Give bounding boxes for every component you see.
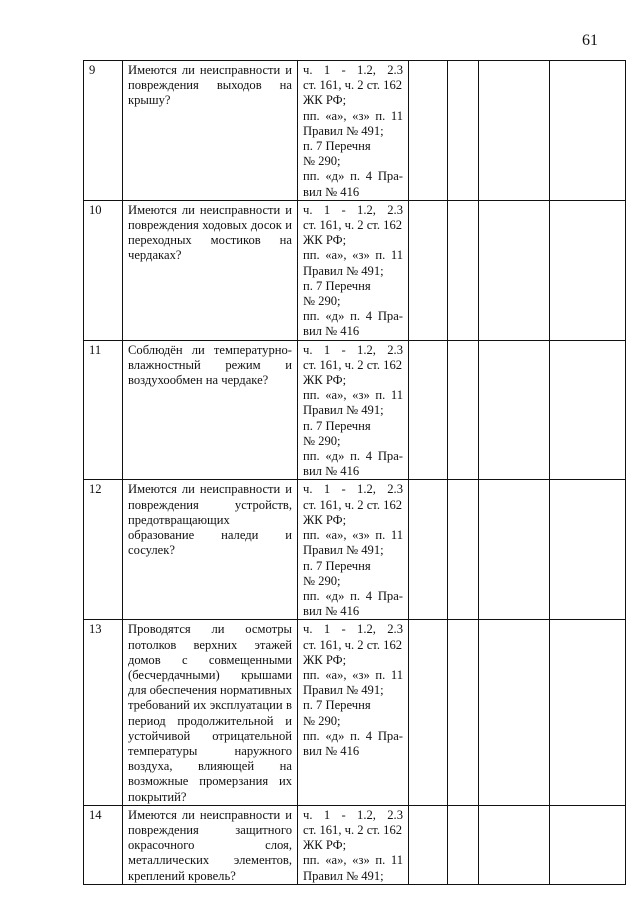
answer-cell-1 (409, 61, 448, 201)
reference-line: ЖК РФ; (303, 233, 347, 248)
reference-line: ст. 161, ч. 2 ст. 162 (303, 357, 403, 372)
answer-cell-2 (448, 340, 479, 480)
row-number: 12 (84, 480, 123, 620)
reference-line: № 290; (303, 713, 341, 728)
answer-cell-4 (550, 200, 626, 340)
legal-reference (298, 340, 409, 480)
reference-line: ст. 161, ч. 2 ст. 162 (303, 218, 403, 233)
reference-line: п. 7 Перечня (303, 139, 371, 154)
answer-cell-3 (479, 620, 550, 805)
checklist-body (84, 61, 626, 885)
answer-cell-1 (409, 620, 448, 805)
row-number: 10 (84, 200, 123, 340)
answer-cell-3 (479, 480, 550, 620)
reference-line: ЖК РФ; (303, 652, 347, 667)
row-number: 11 (84, 340, 123, 480)
reference-line: п. 7 Перечня (303, 698, 371, 713)
table-row (84, 61, 626, 201)
page-number: 61 (582, 32, 598, 49)
answer-cell-2 (448, 805, 479, 884)
question-text: Имеются ли неисправности и повреждения выходов на крышу? (123, 61, 298, 201)
table-row (84, 480, 626, 620)
question-text: Имеются ли неисправности и повреждения защитного окрасочного слоя, металлических элементов, креплений кровель? (123, 805, 298, 884)
answer-cell-4 (550, 340, 626, 480)
answer-cell-1 (409, 805, 448, 884)
answer-cell-3 (479, 200, 550, 340)
answer-cell-4 (550, 805, 626, 884)
reference-line: Правил № 491; (303, 868, 384, 883)
reference-line: п. 7 Перечня (303, 418, 371, 433)
legal-reference (298, 61, 409, 201)
answer-cell-3 (479, 805, 550, 884)
answer-cell-4 (550, 620, 626, 805)
reference-line: пп. «а», «з» п. 11 (303, 248, 403, 263)
answer-cell-2 (448, 620, 479, 805)
reference-line: п. 7 Перечня (303, 278, 371, 293)
table-row (84, 340, 626, 480)
reference-line: Правил № 491; (303, 543, 384, 558)
reference-line: ч. 1 - 1.2, 2.3 (303, 63, 403, 77)
legal-reference (298, 620, 409, 805)
legal-reference (298, 480, 409, 620)
reference-line: Правил № 491; (303, 263, 384, 278)
legal-reference (298, 805, 409, 884)
question-text: Имеются ли неисправности и повреждения ходовых досок и переходных мостиков на чердаках? (123, 200, 298, 340)
reference-line: Правил № 491; (303, 123, 384, 138)
answer-cell-3 (479, 340, 550, 480)
reference-line: вил № 416 (303, 324, 360, 339)
reference-line: Правил № 491; (303, 403, 384, 418)
table-row (84, 805, 626, 884)
reference-line: вил № 416 (303, 604, 360, 619)
reference-line: ст. 161, ч. 2 ст. 162 (303, 822, 403, 837)
answer-cell-4 (550, 61, 626, 201)
question-text: Имеются ли неисправности и повреждения устройств, предотвращающих образование наледи и сосулек? (123, 480, 298, 620)
reference-line: ст. 161, ч. 2 ст. 162 (303, 497, 403, 512)
answer-cell-1 (409, 340, 448, 480)
question-text: Проводятся ли осмотры потолков верхних этажей домов с совмещенными (бесчердачными) крышами для обеспечения нормативных требований их эксплуатации в период продолжительной и устойчивой отрицательной температуры наружного воздуха, влияющей на возможные промерзания их покрытий? (123, 620, 298, 805)
answer-cell-2 (448, 480, 479, 620)
reference-line: пп. «а», «з» п. 11 (303, 108, 403, 123)
reference-line: пп. «а», «з» п. 11 (303, 388, 403, 403)
question-text: Соблюдён ли температурно-влажностный режим и воздухообмен на чердаке? (123, 340, 298, 480)
reference-line: ЖК РФ; (303, 838, 347, 853)
reference-line: п. 7 Перечня (303, 558, 371, 573)
reference-line: ч. 1 - 1.2, 2.3 (303, 482, 403, 497)
reference-line: ч. 1 - 1.2, 2.3 (303, 342, 403, 357)
reference-line: № 290; (303, 294, 341, 309)
row-number: 13 (84, 620, 123, 805)
reference-line: пп. «д» п. 4 Пра- (303, 309, 403, 324)
reference-line: № 290; (303, 154, 341, 169)
reference-line: ч. 1 - 1.2, 2.3 (303, 622, 403, 637)
table-row (84, 620, 626, 805)
reference-line: № 290; (303, 573, 341, 588)
reference-line: вил № 416 (303, 184, 360, 199)
reference-line: ЖК РФ; (303, 512, 347, 527)
reference-line: пп. «д» п. 4 Пра- (303, 169, 403, 184)
reference-line: ч. 1 - 1.2, 2.3 (303, 807, 403, 822)
reference-line: ЖК РФ; (303, 373, 347, 388)
reference-line: пп. «д» п. 4 Пра- (303, 588, 403, 603)
reference-line: № 290; (303, 433, 341, 448)
reference-line: ст. 161, ч. 2 ст. 162 (303, 78, 403, 93)
legal-reference (298, 200, 409, 340)
answer-cell-3 (479, 61, 550, 201)
answer-cell-1 (409, 480, 448, 620)
reference-line: пп. «а», «з» п. 11 (303, 853, 403, 868)
answer-cell-2 (448, 61, 479, 201)
reference-line: пп. «а», «з» п. 11 (303, 528, 403, 543)
table-row (84, 200, 626, 340)
answer-cell-2 (448, 200, 479, 340)
reference-line: ч. 1 - 1.2, 2.3 (303, 202, 403, 217)
row-number: 14 (84, 805, 123, 884)
reference-line: пп. «а», «з» п. 11 (303, 667, 403, 682)
reference-line: ст. 161, ч. 2 ст. 162 (303, 637, 403, 652)
checklist-table (83, 60, 626, 885)
reference-line: вил № 416 (303, 464, 360, 479)
row-number: 9 (84, 61, 123, 201)
answer-cell-4 (550, 480, 626, 620)
reference-line: ЖК РФ; (303, 93, 347, 108)
reference-line: вил № 416 (303, 743, 360, 758)
reference-line: Правил № 491; (303, 683, 384, 698)
reference-line: пп. «д» п. 4 Пра- (303, 728, 403, 743)
answer-cell-1 (409, 200, 448, 340)
reference-line: пп. «д» п. 4 Пра- (303, 449, 403, 464)
